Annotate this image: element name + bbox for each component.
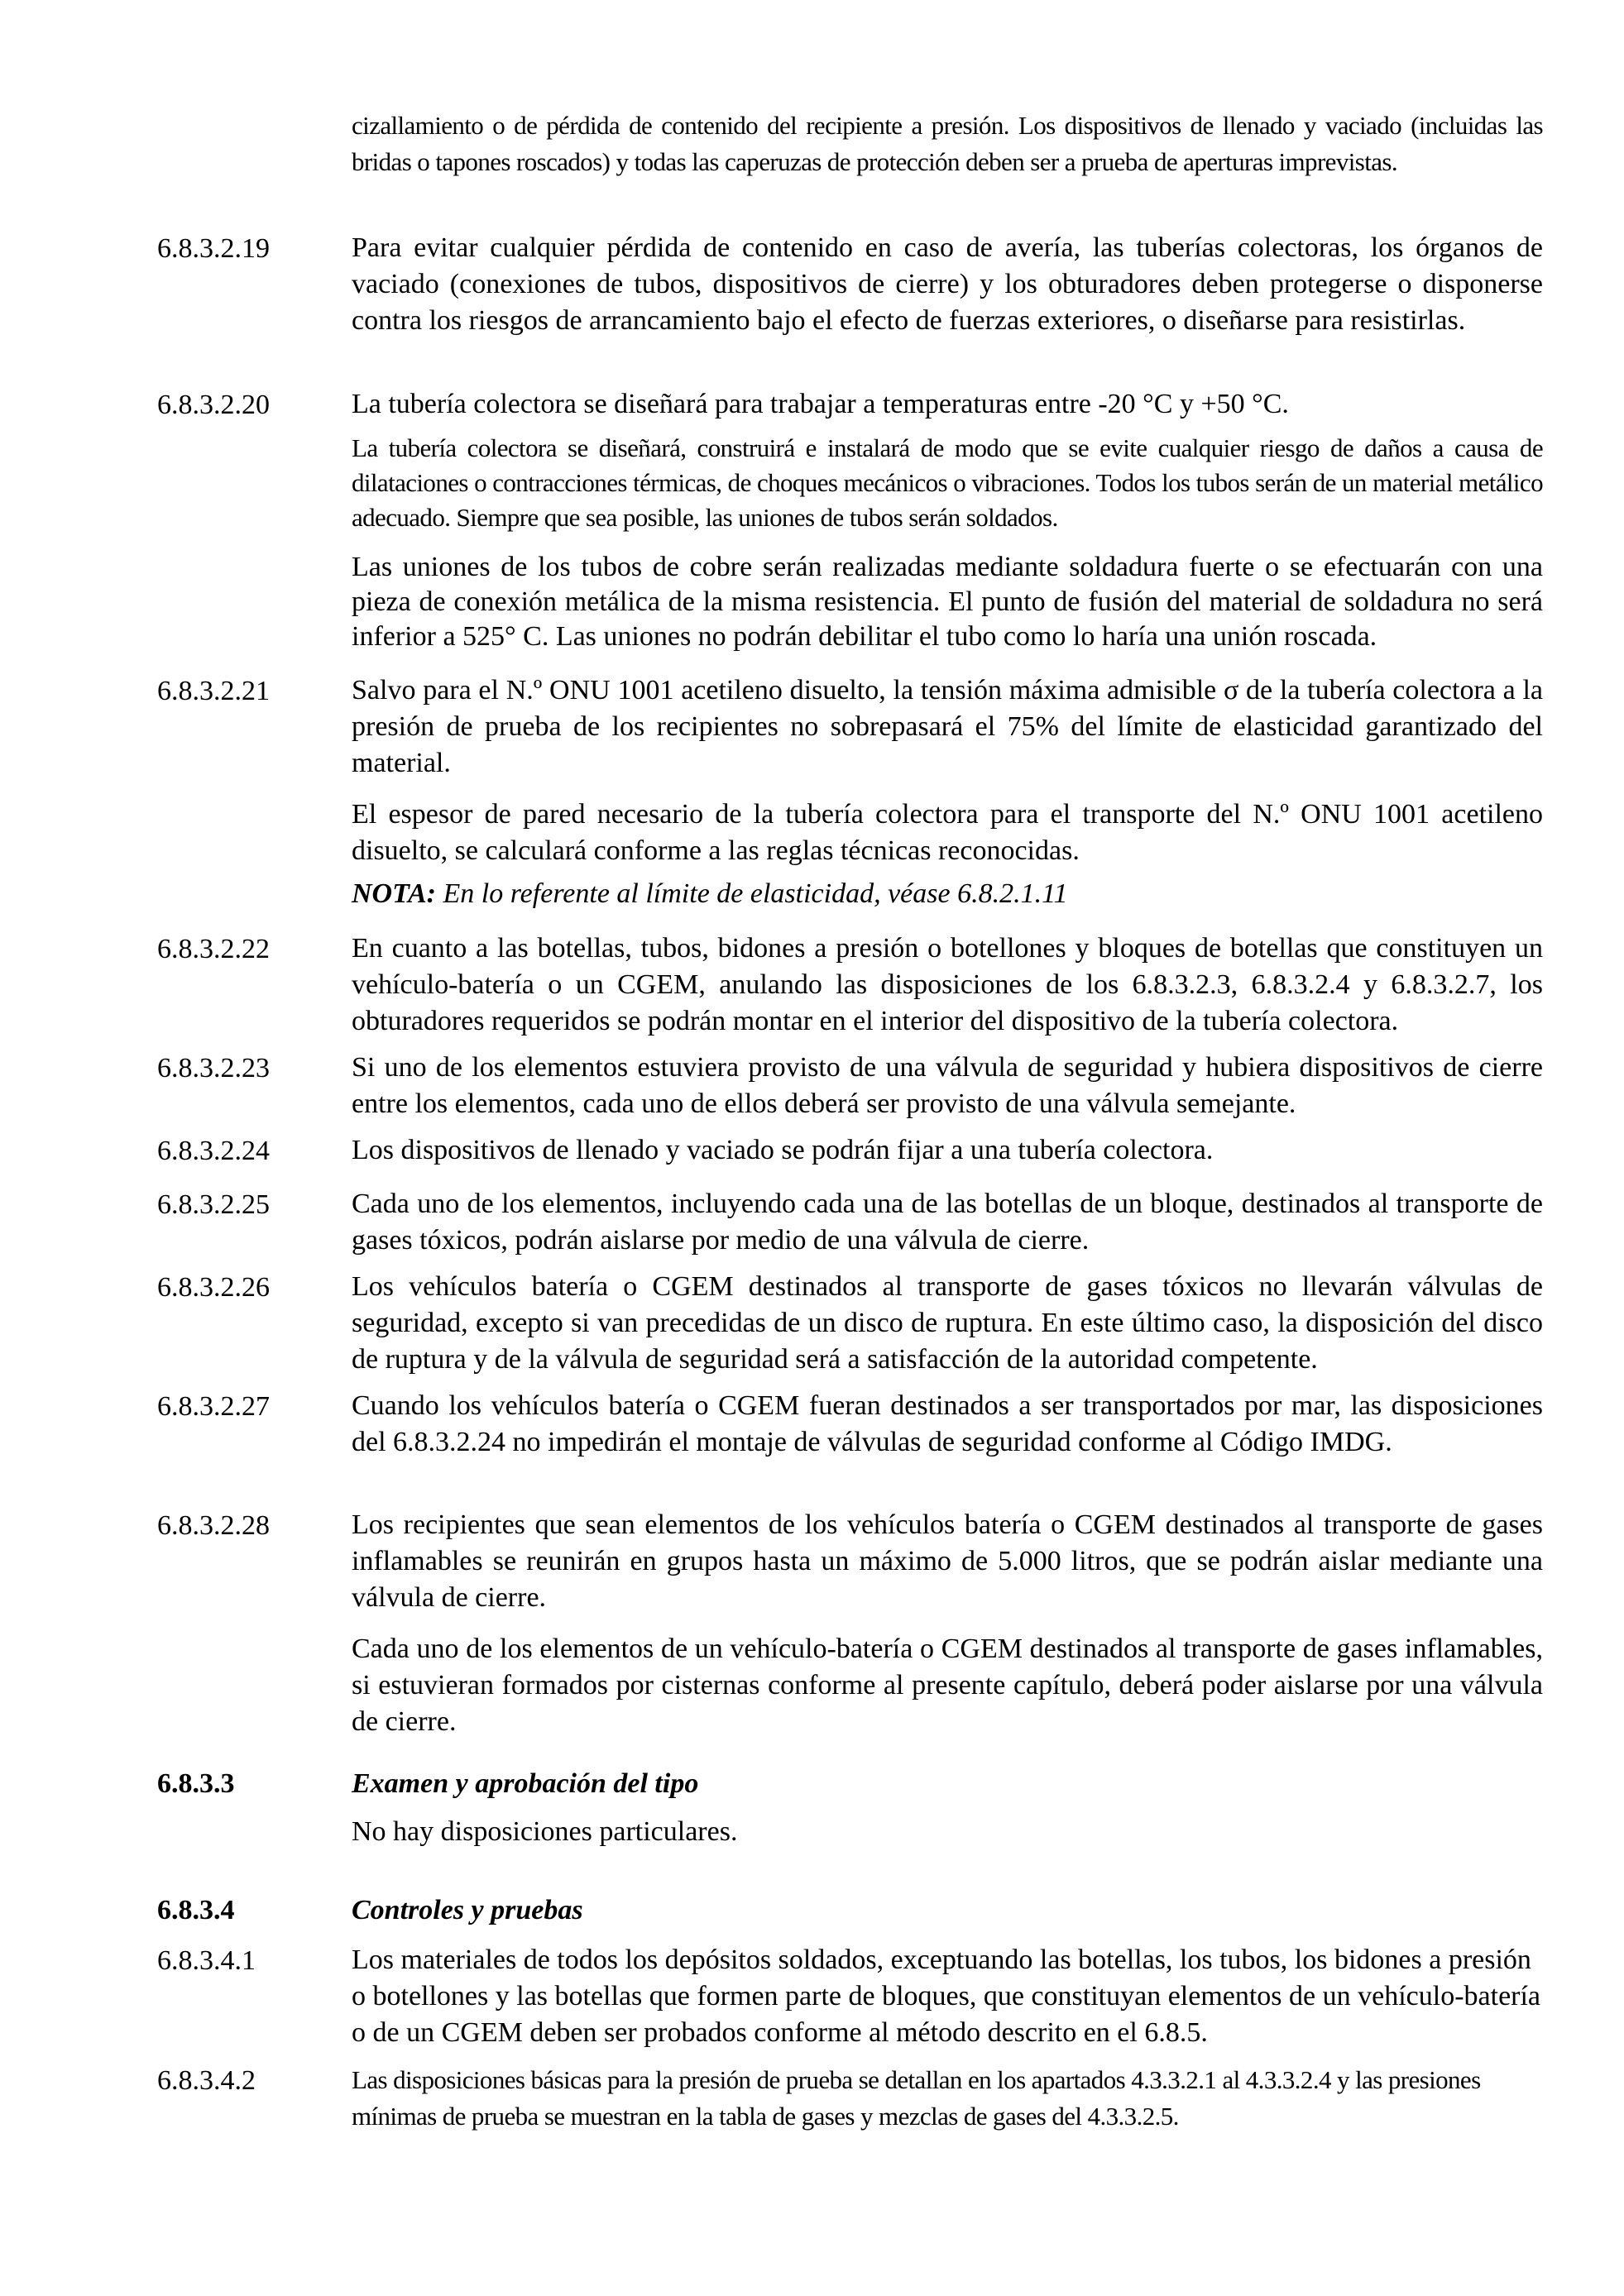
section-6-8-3-4-1 — [0, 1942, 1624, 2066]
note-text: En lo referente al límite de elasticidad, véase 6.8.2.1.11 — [436, 878, 1068, 909]
section-6-8-3-2-26 — [0, 1269, 1624, 1393]
section-paragraph: El espesor de pared necesario de la tubería colectora para el transporte del N.º ONU 1001 acetileno disuelto, se calculará conforme a las reglas técnicas reconocidas. — [352, 799, 1543, 866]
section-6-8-3-2-20 — [0, 386, 1624, 669]
section-number: 6.8.3.4.1 — [157, 1945, 256, 1976]
section-paragraph: Los vehículos batería o CGEM destinados al transporte de gases tóxicos no llevarán válvulas de seguridad, excepto si van precedidas de un disco de ruptura. En este último caso, la disposición del disco de ruptura y de la válvula de seguridad será a satisfacción de la autoridad competente. — [352, 1271, 1543, 1375]
section-number: 6.8.3.2.22 — [157, 934, 270, 964]
section-6-8-3-2-28 — [0, 1507, 1624, 1755]
note-paragraph — [352, 876, 1543, 912]
section-6-8-3-4 — [0, 1892, 1624, 1942]
section-paragraph: Si uno de los elementos estuviera provisto de una válvula de seguridad y hubiera dispositivos de cierre entre los elementos, cada uno de ellos deberá ser provisto de una válvula semejante. — [352, 1052, 1543, 1119]
section-paragraph: Los materiales de todos los depósitos soldados, exceptuando las botellas, los tubos, los bidones a presión o botellones y las botellas que formen parte de bloques, que constituyan elementos de un vehículo-batería o de un CGEM deben ser probados conforme al método descrito en el 6.8.5. — [352, 1944, 1541, 2048]
section-6-8-3-2-23 — [0, 1050, 1624, 1137]
section-title: Examen y aprobación del tipo — [352, 1768, 699, 1799]
section-6-8-3-2-22 — [0, 930, 1624, 1055]
section-number: 6.8.3.2.25 — [157, 1189, 270, 1220]
section-number: 6.8.3.4 — [157, 1895, 235, 1925]
section-paragraph: Salvo para el N.º ONU 1001 acetileno disuelto, la tensión máxima admisible σ de la tubería colectora a la presión de prueba de los recipientes no sobrepasará el 75% del límite de elasticidad garantizado del material. — [352, 675, 1543, 778]
section-paragraph: No hay disposiciones particulares. — [352, 1816, 738, 1847]
intro-paragraph: cizallamiento o de pérdida de contenido del recipiente a presión. Los dispositivos de llenado y vaciado (incluidas las bridas o tapones roscados) y todas las caperuzas de protección deben ser a prueba de aperturas imprevistas. — [352, 111, 1543, 176]
section-6-8-3-2-25 — [0, 1186, 1624, 1274]
section-paragraph: Los recipientes que sean elementos de los vehículos batería o CGEM destinados al transporte de gases inflamables se reunirán en grupos hasta un máximo de 5.000 litros, que se podrán aislar mediante una válvula de cierre. — [352, 1509, 1543, 1613]
section-paragraph: Para evitar cualquier pérdida de contenido en caso de avería, las tuberías colectoras, los órganos de vaciado (conexiones de tubos, dispositivos de cierre) y los obturadores deben protegerse o disponerse contra los riesgos de arrancamiento bajo el efecto de fuerzas exteriores, o diseñarse para resistirlas. — [352, 232, 1543, 336]
section-paragraph: Cada uno de los elementos, incluyendo cada una de las botellas de un bloque, destinados al transporte de gases tóxicos, podrán aislarse por medio de una válvula de cierre. — [352, 1189, 1543, 1256]
section-6-8-3-4-2 — [0, 2062, 1624, 2150]
note-label: NOTA: — [352, 878, 436, 909]
section-paragraph: La tubería colectora se diseñará para trabajar a temperaturas entre -20 °C y +50 °C. — [352, 389, 1289, 419]
section-paragraph: En cuanto a las botellas, tubos, bidones a presión o botellones y bloques de botellas que constituyen un vehículo-batería o un CGEM, anulando las disposiciones de los 6.8.3.2.3, 6.8.3.2.4 y 6.8.3.2.7, los obturadores requeridos se podrán montar en el interior del dispositivo de la tubería colectora. — [352, 933, 1543, 1036]
section-number: 6.8.3.2.26 — [157, 1272, 270, 1303]
section-number: 6.8.3.2.21 — [157, 676, 270, 706]
section-paragraph: Las uniones de los tubos de cobre serán realizadas mediante soldadura fuerte o se efectuarán con una pieza de conexión metálica de la misma resistencia. El punto de fusión del material de soldadura no será inferior a 525° C. Las uniones no podrán debilitar el tubo como lo haría una unión roscada. — [352, 552, 1543, 652]
section-6-8-3-2-19 — [0, 230, 1624, 354]
section-6-8-3-2-24 — [0, 1132, 1624, 1184]
section-number: 6.8.3.4.2 — [157, 2065, 256, 2096]
section-title: Controles y pruebas — [352, 1895, 583, 1925]
section-number: 6.8.3.2.23 — [157, 1053, 270, 1083]
section-6-8-3-3 — [0, 1765, 1624, 1865]
section-number: 6.8.3.2.28 — [157, 1510, 270, 1541]
intro-block — [0, 108, 1624, 195]
section-number: 6.8.3.2.20 — [157, 390, 270, 420]
section-number: 6.8.3.2.24 — [157, 1136, 270, 1166]
section-paragraph: Cada uno de los elementos de un vehículo-batería o CGEM destinados al transporte de gases inflamables, si estuvieran formados por cisternas conforme al presente capítulo, deberá poder aislarse por una válvula de cierre. — [352, 1634, 1543, 1737]
section-number: 6.8.3.3 — [157, 1768, 235, 1799]
section-paragraph: Cuando los vehículos batería o CGEM fueran destinados a ser transportados por mar, las disposiciones del 6.8.3.2.24 no impedirán el montaje de válvulas de seguridad conforme al Código IMDG. — [352, 1390, 1543, 1457]
section-6-8-3-2-27 — [0, 1388, 1624, 1476]
section-number: 6.8.3.2.27 — [157, 1391, 270, 1422]
section-paragraph: La tubería colectora se diseñará, construirá e instalará de modo que se evite cualquier riesgo de daños a causa de dilataciones o contracciones térmicas, de choques mecánicos o vibraciones. Todos los tubos serán de un material metálico adecuado. Siempre que sea posible, las uniones de tubos serán soldados. — [352, 433, 1543, 532]
section-6-8-3-2-21 — [0, 672, 1624, 927]
section-number: 6.8.3.2.19 — [157, 233, 270, 264]
section-paragraph: Los dispositivos de llenado y vaciado se podrán fijar a una tubería colectora. — [352, 1135, 1214, 1165]
section-paragraph: Las disposiciones básicas para la presión de prueba se detallan en los apartados 4.3.3.2.1 al 4.3.3.2.4 y las presiones mínimas de prueba se muestran en la tabla de gases y mezclas de gases del 4.3.3.2.5. — [352, 2065, 1481, 2131]
